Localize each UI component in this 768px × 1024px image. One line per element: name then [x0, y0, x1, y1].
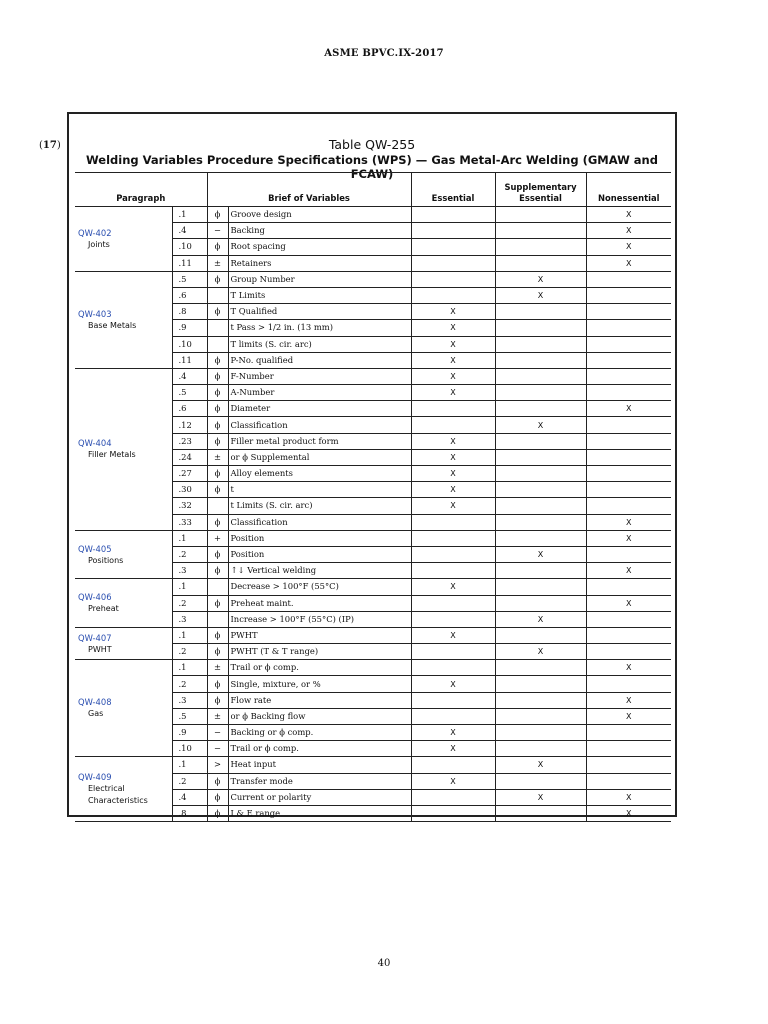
table-title: Table QW-255 — [328, 137, 416, 152]
essential-mark — [411, 644, 495, 660]
nonessential-mark: X — [586, 401, 671, 417]
variable-symbol: ϕ — [207, 417, 228, 433]
variable-symbol: ϕ — [207, 271, 228, 287]
col-nonessential: Nonessential — [586, 173, 671, 207]
essential-mark: X — [411, 433, 495, 449]
variable-symbol: ϕ — [207, 401, 228, 417]
paragraph-name: Positions — [88, 555, 124, 565]
welding-variables-table — [75, 172, 671, 822]
variable-number: .3 — [172, 563, 207, 579]
variable-symbol: ϕ — [207, 433, 228, 449]
nonessential-mark — [586, 385, 671, 401]
supplementary-mark: X — [495, 611, 586, 627]
essential-mark: X — [411, 498, 495, 514]
paragraph-cell — [75, 757, 172, 822]
variable-description: Classification — [228, 417, 411, 433]
table-row — [75, 207, 671, 223]
col-essential: Essential — [411, 173, 495, 207]
supplementary-mark — [495, 482, 586, 498]
variable-description: Diameter — [228, 401, 411, 417]
table-row — [75, 757, 671, 773]
revision-marker: (17) — [39, 140, 61, 151]
nonessential-mark — [586, 725, 671, 741]
supplementary-mark — [495, 595, 586, 611]
variable-number: .11 — [172, 255, 207, 271]
nonessential-mark — [586, 644, 671, 660]
supplementary-mark: X — [495, 546, 586, 562]
page-number: 40 — [377, 958, 391, 969]
variable-description: Filler metal product form — [228, 433, 411, 449]
nonessential-mark: X — [586, 789, 671, 805]
col-brief: Brief of Variables — [207, 173, 411, 207]
paragraph-name: PWHT — [88, 644, 112, 654]
supplementary-mark — [495, 401, 586, 417]
variable-number: .1 — [172, 757, 207, 773]
variable-number: .4 — [172, 368, 207, 384]
supplementary-mark — [495, 433, 586, 449]
supplementary-mark: X — [495, 287, 586, 303]
essential-mark: X — [411, 773, 495, 789]
variable-description: F-Number — [228, 368, 411, 384]
variable-symbol: + — [207, 530, 228, 546]
table-row — [75, 579, 671, 595]
variable-symbol: ± — [207, 255, 228, 271]
variable-description: Position — [228, 530, 411, 546]
nonessential-mark — [586, 676, 671, 692]
variable-symbol — [207, 287, 228, 303]
nonessential-mark — [586, 271, 671, 287]
supplementary-mark — [495, 773, 586, 789]
col-supplementary — [495, 173, 586, 207]
nonessential-mark — [586, 336, 671, 352]
essential-mark — [411, 611, 495, 627]
variable-description: A-Number — [228, 385, 411, 401]
supplementary-mark — [495, 207, 586, 223]
variable-description: T limits (S. cir. arc) — [228, 336, 411, 352]
supplementary-mark — [495, 466, 586, 482]
paragraph-code: QW-405 — [78, 543, 112, 554]
supplementary-mark — [495, 336, 586, 352]
nonessential-mark: X — [586, 692, 671, 708]
variable-symbol: ϕ — [207, 239, 228, 255]
supplementary-mark — [495, 239, 586, 255]
variable-description: Trail or ϕ comp. — [228, 660, 411, 676]
variable-description: Groove design — [228, 207, 411, 223]
paragraph-cell — [75, 660, 172, 757]
variable-description: Classification — [228, 514, 411, 530]
paragraph-cell — [75, 368, 172, 530]
essential-mark — [411, 514, 495, 530]
nonessential-mark — [586, 320, 671, 336]
variable-symbol: ϕ — [207, 595, 228, 611]
essential-mark — [411, 757, 495, 773]
variable-description: Decrease > 100°F (55°C) — [228, 579, 411, 595]
variable-symbol — [207, 320, 228, 336]
variable-symbol: ± — [207, 449, 228, 465]
supplementary-mark — [495, 368, 586, 384]
nonessential-mark — [586, 757, 671, 773]
variable-description: Heat input — [228, 757, 411, 773]
variable-description: Root spacing — [228, 239, 411, 255]
variable-description: I & E range — [228, 805, 411, 821]
paragraph-code: QW-403 — [78, 308, 112, 319]
nonessential-mark: X — [586, 708, 671, 724]
variable-description: Trail or ϕ comp. — [228, 741, 411, 757]
essential-mark — [411, 789, 495, 805]
variable-number: .1 — [172, 207, 207, 223]
essential-mark — [411, 287, 495, 303]
essential-mark: X — [411, 449, 495, 465]
variable-symbol: ± — [207, 660, 228, 676]
table-subtitle: Welding Variables Procedure Specifications (WPS) — Gas Metal-Arc Welding (GMAW and FCAW) — [86, 153, 658, 181]
paragraph-cell — [75, 207, 172, 272]
variable-symbol: ϕ — [207, 692, 228, 708]
paragraph-name: Joints — [88, 239, 110, 249]
paragraph-code: QW-407 — [78, 632, 112, 643]
variable-number: .1 — [172, 530, 207, 546]
essential-mark: X — [411, 385, 495, 401]
nonessential-mark — [586, 352, 671, 368]
variable-description: Backing — [228, 223, 411, 239]
nonessential-mark: X — [586, 563, 671, 579]
nonessential-mark — [586, 449, 671, 465]
variable-number: .4 — [172, 789, 207, 805]
paragraph-name: Gas — [88, 709, 104, 719]
essential-mark: X — [411, 320, 495, 336]
variable-number: .9 — [172, 725, 207, 741]
supplementary-mark — [495, 449, 586, 465]
variable-number: .1 — [172, 579, 207, 595]
essential-mark — [411, 401, 495, 417]
variable-number: .33 — [172, 514, 207, 530]
nonessential-mark: X — [586, 207, 671, 223]
variable-number: .1 — [172, 627, 207, 643]
essential-mark — [411, 530, 495, 546]
variable-symbol — [207, 611, 228, 627]
nonessential-mark — [586, 433, 671, 449]
variable-symbol: ± — [207, 708, 228, 724]
variable-number: .30 — [172, 482, 207, 498]
variable-number: .2 — [172, 644, 207, 660]
nonessential-mark — [586, 482, 671, 498]
paragraph-code: QW-408 — [78, 697, 112, 708]
variable-symbol: ϕ — [207, 789, 228, 805]
paragraph-code: QW-406 — [78, 592, 112, 603]
essential-mark: X — [411, 579, 495, 595]
essential-mark — [411, 239, 495, 255]
variable-description: t — [228, 482, 411, 498]
variable-description: t Pass > 1/2 in. (13 mm) — [228, 320, 411, 336]
supplementary-mark — [495, 498, 586, 514]
supplementary-mark — [495, 223, 586, 239]
variable-number: .23 — [172, 433, 207, 449]
variable-number: .10 — [172, 336, 207, 352]
variable-description: t Limits (S. cir. arc) — [228, 498, 411, 514]
essential-mark — [411, 660, 495, 676]
paragraph-code: QW-404 — [78, 438, 112, 449]
essential-mark — [411, 207, 495, 223]
table-row — [75, 627, 671, 643]
variable-description: Single, mixture, or % — [228, 676, 411, 692]
supplementary-mark — [495, 255, 586, 271]
essential-mark: X — [411, 336, 495, 352]
nonessential-mark — [586, 546, 671, 562]
variable-description: P-No. qualified — [228, 352, 411, 368]
supplementary-mark — [495, 514, 586, 530]
supplementary-mark — [495, 708, 586, 724]
variable-number: .1 — [172, 660, 207, 676]
variable-number: .32 — [172, 498, 207, 514]
table-row — [75, 530, 671, 546]
variable-description: Current or polarity — [228, 789, 411, 805]
variable-symbol: ϕ — [207, 627, 228, 643]
variable-description: PWHT (T & T range) — [228, 644, 411, 660]
essential-mark: X — [411, 627, 495, 643]
variable-number: .6 — [172, 401, 207, 417]
nonessential-mark: X — [586, 660, 671, 676]
variable-number: .2 — [172, 676, 207, 692]
nonessential-mark — [586, 466, 671, 482]
col-paragraph: Paragraph — [75, 173, 207, 207]
paragraph-cell — [75, 271, 172, 368]
nonessential-mark — [586, 304, 671, 320]
essential-mark — [411, 805, 495, 821]
nonessential-mark — [586, 368, 671, 384]
essential-mark: X — [411, 304, 495, 320]
nonessential-mark: X — [586, 255, 671, 271]
nonessential-mark: X — [586, 223, 671, 239]
supplementary-mark: X — [495, 271, 586, 287]
table-body — [75, 207, 671, 822]
essential-mark — [411, 546, 495, 562]
paragraph-name: Base Metals — [88, 320, 137, 330]
col-supp-line2: Essential — [519, 193, 562, 203]
variable-symbol: ϕ — [207, 563, 228, 579]
supplementary-mark — [495, 563, 586, 579]
variable-description: Increase > 100°F (55°C) (IP) — [228, 611, 411, 627]
supplementary-mark — [495, 741, 586, 757]
paragraph-cell — [75, 627, 172, 659]
variable-symbol: ϕ — [207, 514, 228, 530]
variable-symbol: ϕ — [207, 773, 228, 789]
paragraph-name: Electrical Characteristics — [88, 784, 148, 806]
paragraph-name: Filler Metals — [88, 450, 136, 460]
supplementary-mark — [495, 725, 586, 741]
supplementary-mark — [495, 692, 586, 708]
variable-symbol: ϕ — [207, 385, 228, 401]
variable-symbol: ϕ — [207, 304, 228, 320]
nonessential-mark: X — [586, 239, 671, 255]
nonessential-mark — [586, 741, 671, 757]
essential-mark — [411, 223, 495, 239]
variable-symbol: − — [207, 725, 228, 741]
table-row — [75, 660, 671, 676]
nonessential-mark — [586, 773, 671, 789]
variable-description: T Qualified — [228, 304, 411, 320]
supplementary-mark — [495, 579, 586, 595]
nonessential-mark — [586, 579, 671, 595]
variable-symbol: > — [207, 757, 228, 773]
supplementary-mark: X — [495, 644, 586, 660]
paragraph-code: QW-409 — [78, 772, 112, 783]
table-row — [75, 368, 671, 384]
variable-symbol: ϕ — [207, 466, 228, 482]
variable-symbol: ϕ — [207, 352, 228, 368]
variable-number: .27 — [172, 466, 207, 482]
variable-number: .5 — [172, 708, 207, 724]
nonessential-mark — [586, 627, 671, 643]
variable-number: .12 — [172, 417, 207, 433]
variable-symbol: − — [207, 741, 228, 757]
variable-number: .3 — [172, 692, 207, 708]
supplementary-mark: X — [495, 789, 586, 805]
variable-description: Position — [228, 546, 411, 562]
supplementary-mark — [495, 530, 586, 546]
essential-mark: X — [411, 482, 495, 498]
variable-description: Group Number — [228, 271, 411, 287]
paragraph-name: Preheat — [88, 604, 119, 614]
variable-symbol: ϕ — [207, 805, 228, 821]
nonessential-mark: X — [586, 530, 671, 546]
essential-mark: X — [411, 368, 495, 384]
paragraph-cell — [75, 530, 172, 579]
variable-symbol: ϕ — [207, 207, 228, 223]
nonessential-mark: X — [586, 514, 671, 530]
variable-number: .5 — [172, 271, 207, 287]
essential-mark: X — [411, 676, 495, 692]
essential-mark — [411, 255, 495, 271]
supplementary-mark — [495, 304, 586, 320]
table-row — [75, 271, 671, 287]
supplementary-mark — [495, 660, 586, 676]
variable-number: .24 — [172, 449, 207, 465]
variable-symbol: ϕ — [207, 482, 228, 498]
variable-number: .4 — [172, 223, 207, 239]
variable-symbol: ϕ — [207, 546, 228, 562]
variable-symbol: ϕ — [207, 676, 228, 692]
paragraph-code: QW-402 — [78, 227, 112, 238]
variable-number: .6 — [172, 287, 207, 303]
variable-number: .8 — [172, 805, 207, 821]
essential-mark — [411, 563, 495, 579]
variable-number: .9 — [172, 320, 207, 336]
variable-symbol: − — [207, 223, 228, 239]
variable-symbol — [207, 579, 228, 595]
variable-description: ↑↓ Vertical welding — [228, 563, 411, 579]
variable-symbol — [207, 336, 228, 352]
supplementary-mark — [495, 676, 586, 692]
revision-number: 17 — [42, 140, 57, 151]
variable-description: Preheat maint. — [228, 595, 411, 611]
essential-mark: X — [411, 741, 495, 757]
essential-mark — [411, 692, 495, 708]
supplementary-mark — [495, 352, 586, 368]
nonessential-mark — [586, 417, 671, 433]
variable-description: T Limits — [228, 287, 411, 303]
variable-description: Flow rate — [228, 692, 411, 708]
col-supp-line1: Supplementary — [504, 182, 577, 192]
variable-description: Backing or ϕ comp. — [228, 725, 411, 741]
variable-description: PWHT — [228, 627, 411, 643]
nonessential-mark — [586, 498, 671, 514]
variable-symbol — [207, 498, 228, 514]
running-header: ASME BPVC.IX-2017 — [324, 48, 444, 59]
paragraph-cell — [75, 579, 172, 628]
variable-description: or ϕ Backing flow — [228, 708, 411, 724]
variable-description: Alloy elements — [228, 466, 411, 482]
supplementary-mark — [495, 627, 586, 643]
variable-number: .10 — [172, 239, 207, 255]
header-row — [75, 173, 671, 207]
nonessential-mark: X — [586, 595, 671, 611]
supplementary-mark — [495, 385, 586, 401]
essential-mark: X — [411, 466, 495, 482]
variable-number: .5 — [172, 385, 207, 401]
variable-description: or ϕ Supplemental — [228, 449, 411, 465]
supplementary-mark — [495, 320, 586, 336]
essential-mark — [411, 417, 495, 433]
variable-number: .11 — [172, 352, 207, 368]
variable-description: Transfer mode — [228, 773, 411, 789]
supplementary-mark: X — [495, 417, 586, 433]
essential-mark — [411, 595, 495, 611]
variable-number: .2 — [172, 595, 207, 611]
variable-number: .2 — [172, 773, 207, 789]
essential-mark: X — [411, 352, 495, 368]
variable-symbol: ϕ — [207, 368, 228, 384]
supplementary-mark — [495, 805, 586, 821]
nonessential-mark — [586, 611, 671, 627]
essential-mark — [411, 271, 495, 287]
variable-number: .2 — [172, 546, 207, 562]
essential-mark: X — [411, 725, 495, 741]
essential-mark — [411, 708, 495, 724]
variable-number: .8 — [172, 304, 207, 320]
variable-number: .10 — [172, 741, 207, 757]
variable-symbol: ϕ — [207, 644, 228, 660]
nonessential-mark — [586, 287, 671, 303]
nonessential-mark: X — [586, 805, 671, 821]
variable-number: .3 — [172, 611, 207, 627]
supplementary-mark: X — [495, 757, 586, 773]
variable-description: Retainers — [228, 255, 411, 271]
